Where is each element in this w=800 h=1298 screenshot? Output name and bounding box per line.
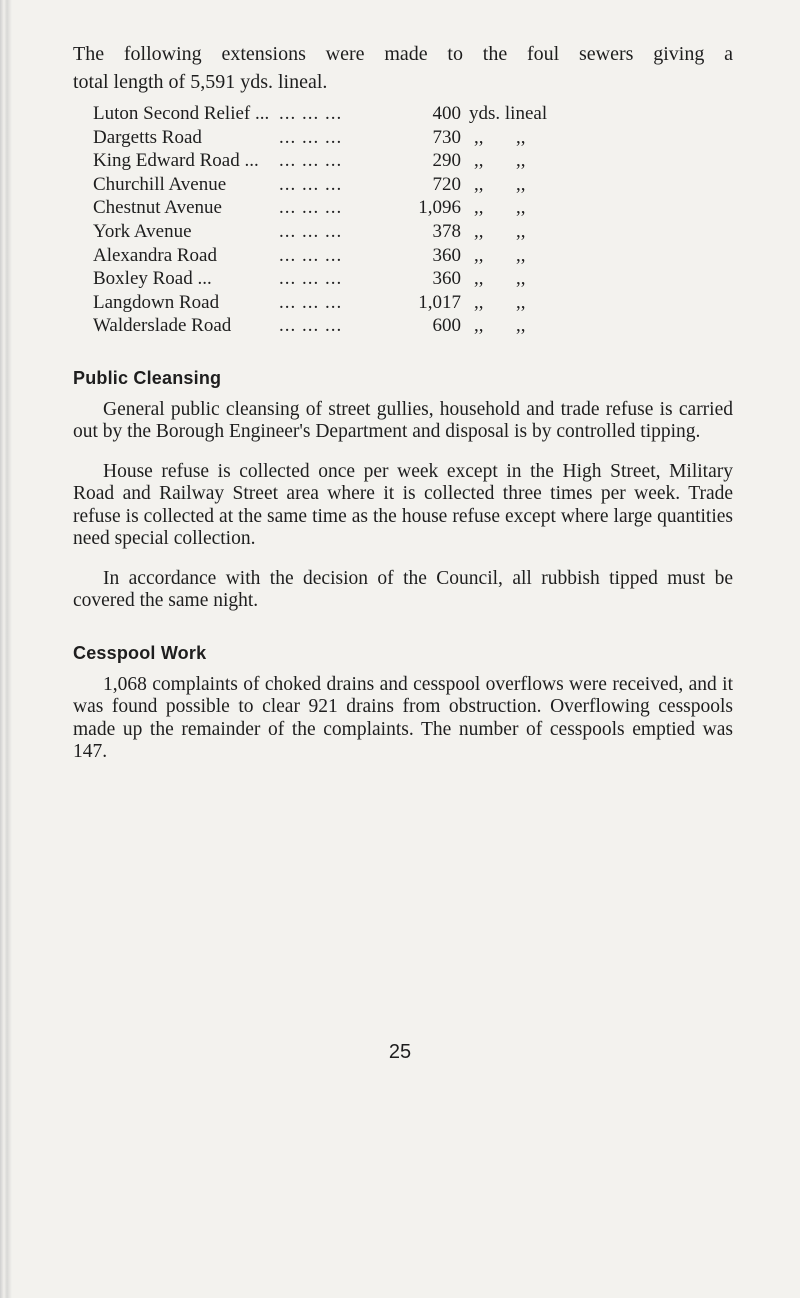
extension-row	[93, 196, 547, 220]
extension-row	[93, 244, 547, 268]
page-number: 25	[388, 1041, 412, 1063]
leader-dots: ... ... ...	[279, 126, 343, 148]
road-name: Dargetts Road	[93, 126, 202, 148]
road-name: Luton Second Relief ...	[93, 103, 270, 124]
length-unit	[461, 220, 547, 244]
intro-line-1: The following extensions were made to the foul sewers giving a	[73, 43, 733, 65]
ditto-mark: ,,	[516, 173, 526, 195]
ditto-mark: ,,	[516, 126, 526, 148]
leader-dots: ... ... ...	[279, 220, 343, 242]
ditto-mark: ,,	[474, 244, 484, 266]
page-content	[73, 40, 733, 781]
road-name: Chestnut Avenue	[93, 197, 222, 219]
road-name: Walderslade Road	[93, 315, 232, 337]
extension-row	[93, 173, 547, 197]
extension-row	[93, 220, 547, 244]
length-unit	[461, 173, 547, 197]
leader-dots: ... ... ...	[279, 244, 343, 266]
road-name: York Avenue	[93, 220, 192, 242]
cesspool-work-heading: Cesspool Work	[73, 642, 207, 663]
road-length: 400	[432, 103, 461, 124]
extension-row	[93, 126, 547, 150]
intro-line-2: total length of 5,591 yds. lineal.	[73, 71, 328, 93]
extension-row	[93, 149, 547, 173]
ditto-mark: ,,	[474, 315, 484, 337]
extension-row	[93, 314, 547, 338]
public-cleansing-paragraph: House refuse is collected once per week except in the High Street, Military Road and Railway Street area where it is collected three times per week. Trade refuse is collected at the same time as the house refuse except where large quantities need special collection.	[73, 460, 733, 550]
binding-edge	[0, 0, 12, 1298]
extension-row	[93, 267, 547, 291]
ditto-mark: ,,	[516, 150, 526, 172]
ditto-mark: ,,	[474, 291, 484, 313]
road-name: King Edward Road ...	[93, 150, 259, 172]
leader-dots: ... ... ...	[279, 150, 343, 172]
road-length: 720	[432, 173, 461, 195]
road-name: Churchill Avenue	[93, 173, 227, 195]
ditto-mark: ,,	[474, 126, 484, 148]
ditto-mark: ,,	[516, 268, 526, 290]
road-length: 600	[432, 315, 461, 337]
length-unit	[461, 244, 547, 268]
sewer-extensions-body	[93, 102, 547, 338]
ditto-mark: ,,	[474, 197, 484, 219]
ditto-mark: ,,	[474, 150, 484, 172]
length-unit	[461, 149, 547, 173]
length-unit: yds. lineal	[469, 103, 548, 124]
road-length: 1,017	[418, 291, 461, 313]
length-unit	[461, 267, 547, 291]
intro-paragraph	[73, 40, 733, 96]
extension-row	[93, 102, 547, 126]
leader-dots: ... ... ...	[279, 315, 343, 337]
ditto-mark: ,,	[516, 197, 526, 219]
ditto-mark: ,,	[474, 268, 484, 290]
length-unit	[461, 196, 547, 220]
road-length: 730	[432, 126, 461, 148]
ditto-mark: ,,	[474, 173, 484, 195]
ditto-mark: ,,	[474, 220, 484, 242]
extension-row	[93, 291, 547, 315]
length-unit	[461, 126, 547, 150]
road-length: 378	[432, 220, 461, 242]
leader-dots: ... ... ...	[279, 291, 343, 313]
sewer-extensions-table	[93, 102, 547, 338]
ditto-mark: ,,	[516, 291, 526, 313]
leader-dots: ... ... ...	[279, 197, 343, 219]
cesspool-work-paragraph: 1,068 complaints of choked drains and cesspool overflows were received, and it was found possible to clear 921 drains from obstruction. Overflowing cesspools made up the remainder of the complaints. The number of cesspools emptied was 147.	[73, 673, 733, 763]
road-name: Langdown Road	[93, 291, 220, 313]
ditto-mark: ,,	[516, 244, 526, 266]
ditto-mark: ,,	[516, 220, 526, 242]
ditto-mark: ,,	[516, 315, 526, 337]
road-name: Alexandra Road	[93, 244, 217, 266]
road-length: 360	[432, 268, 461, 290]
public-cleansing-heading: Public Cleansing	[73, 367, 222, 388]
leader-dots: ... ... ...	[279, 268, 343, 290]
public-cleansing-paragraph: General public cleansing of street gullies, household and trade refuse is carried out by the Borough Engineer's Department and disposal is by controlled tipping.	[73, 398, 733, 443]
road-length: 1,096	[418, 197, 461, 219]
road-length: 360	[432, 244, 461, 266]
road-name: Boxley Road ...	[93, 268, 212, 290]
leader-dots: ... ... ...	[279, 173, 343, 195]
length-unit	[461, 291, 547, 315]
length-unit	[461, 314, 547, 338]
road-length: 290	[432, 150, 461, 172]
leader-dots: ... ... ...	[279, 103, 343, 124]
public-cleansing-paragraph: In accordance with the decision of the Council, all rubbish tipped must be covered the same night.	[73, 567, 733, 612]
